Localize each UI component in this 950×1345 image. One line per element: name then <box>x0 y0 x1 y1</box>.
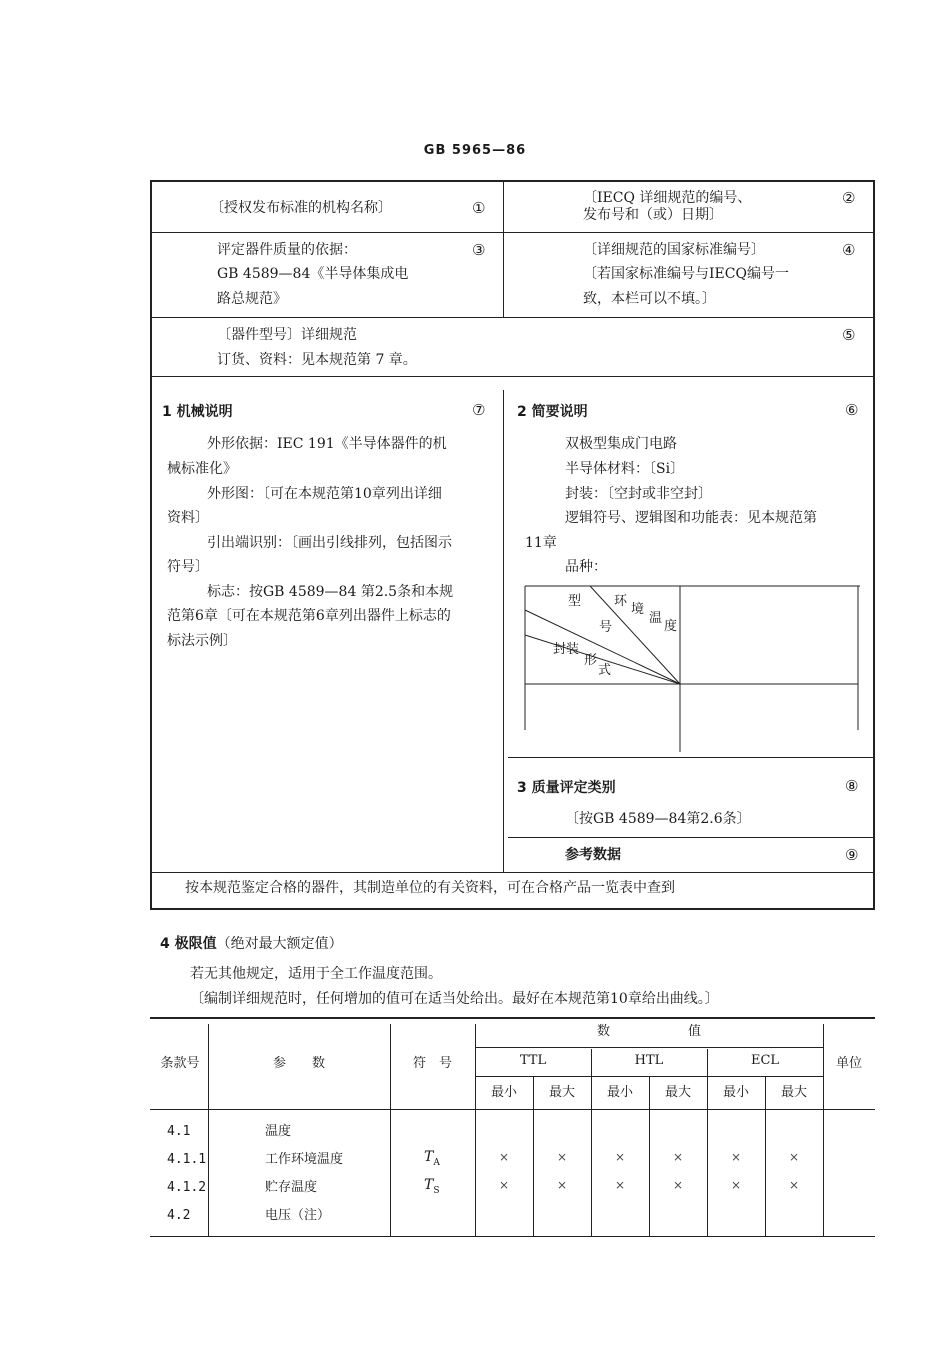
mark-5: ⑤ <box>842 326 856 344</box>
brief-title: 2 简要说明 <box>517 404 588 420</box>
mark-2: ② <box>842 189 856 207</box>
box-bottom-border <box>150 908 875 910</box>
box-top-vsplit <box>503 182 504 317</box>
brief-l4b: 11章 <box>525 535 557 551</box>
table-bottom-rule <box>150 1236 875 1237</box>
th-clause: 条款号 <box>160 1056 200 1071</box>
diag-type-1: 型 <box>568 594 582 609</box>
mark-ecl-max: × <box>788 1178 800 1192</box>
row-param: 电压（注） <box>265 1208 331 1223</box>
diag-pkg-1: 封装 <box>553 642 580 657</box>
table-vline-5 <box>591 1049 592 1236</box>
row-clause: 4.2 <box>167 1208 191 1223</box>
device-spec-line2: 订货、资料：见本规范第 7 章。 <box>217 352 417 368</box>
quality-basis-line3: 路总规范》 <box>217 291 287 307</box>
mech-p3b: 符号〕 <box>167 559 209 575</box>
mark-htl-min: × <box>614 1150 626 1164</box>
mark-3: ③ <box>472 241 486 259</box>
th-htl: HTL <box>634 1053 664 1068</box>
issuing-authority-text: 〔授权发布标准的机构名称〕 <box>210 200 392 216</box>
footer-rule <box>152 872 873 873</box>
row-param: 贮存温度 <box>265 1180 318 1195</box>
th-htl-min: 最小 <box>606 1085 633 1100</box>
mark-6: ⑥ <box>845 401 859 419</box>
mark-ecl-min: × <box>730 1150 742 1164</box>
diag-env-3: 温 <box>649 611 663 626</box>
quality-basis-line1: 评定器件质量的依据： <box>217 242 357 258</box>
box-right-border <box>873 180 875 910</box>
brief-l1: 双极型集成门电路 <box>565 436 677 452</box>
th-htl-max: 最大 <box>664 1085 691 1100</box>
limits-p2: 〔编制详细规范时，任何增加的值可在适当处给出。最好在本规范第10章给出曲线。〕 <box>190 991 719 1007</box>
row-param: 温度 <box>265 1124 292 1139</box>
national-number-line3: 致，本栏可以不填。〕 <box>583 291 716 307</box>
diag-env-2: 境 <box>631 602 645 617</box>
diag-env-4: 度 <box>664 619 678 634</box>
th-symbol: 符 号 <box>412 1056 452 1071</box>
limits-p1: 若无其他规定，适用于全工作温度范围。 <box>190 966 442 982</box>
qualified-products-note: 按本规范鉴定合格的器件，其制造单位的有关资料，可在合格产品一览表中查到 <box>185 880 675 896</box>
quality-basis-line2: GB 4589—84《半导体集成电 <box>217 266 409 282</box>
th-values: 数 值 <box>596 1024 701 1039</box>
symbol-letter: T <box>424 1177 434 1193</box>
th-ecl-min: 最小 <box>722 1085 749 1100</box>
standard-code: GB 5965—86 <box>423 143 527 158</box>
mech-p1a: 外形依据：IEC 191《半导体器件的机 <box>207 436 447 452</box>
symbol-letter: T <box>424 1149 434 1165</box>
quality-title: 3 质量评定类别 <box>517 780 616 796</box>
brief-l5: 品种： <box>565 559 607 575</box>
row-clause: 4.1.2 <box>167 1180 207 1195</box>
th-unit: 单位 <box>835 1056 862 1071</box>
box-left-border <box>150 180 152 910</box>
table-top-rule <box>150 1017 875 1019</box>
national-number-line1: 〔详细规范的国家标准编号〕 <box>583 242 765 258</box>
table-header-bottom-rule <box>150 1109 875 1110</box>
mech-p4a: 标志：按GB 4589—84 第2.5条和本规 <box>207 584 454 600</box>
mark-htl-max: × <box>672 1150 684 1164</box>
diag-env-1: 环 <box>614 594 628 609</box>
mech-p2b: 资料〕 <box>167 510 209 526</box>
th-ecl: ECL <box>750 1053 780 1068</box>
national-number-line2: 〔若国家标准编号与IECQ编号一 <box>583 266 789 282</box>
limits-title <box>160 934 343 954</box>
quality-rule <box>508 837 873 838</box>
mark-4: ④ <box>842 241 856 259</box>
iecq-number-line2: 发布号和（或）日期〕 <box>583 207 723 223</box>
mechanical-title: 1 机械说明 <box>162 404 233 420</box>
th-ttl-max: 最大 <box>548 1085 575 1100</box>
mark-htl-min: × <box>614 1178 626 1192</box>
limits-title-main: 4 极限值 <box>160 936 217 952</box>
diag-pkg-3: 式 <box>598 663 612 678</box>
values-header-rule <box>475 1047 823 1048</box>
mark-ttl-max: × <box>556 1150 568 1164</box>
mark-ttl-max: × <box>556 1178 568 1192</box>
iecq-number-line1: 〔IECQ 详细规范的编号、 <box>583 190 752 206</box>
row2-rule <box>152 317 873 318</box>
diag-pkg-2: 形 <box>584 653 598 668</box>
th-ecl-max: 最大 <box>780 1085 807 1100</box>
brief-l3: 封装：〔空封或非空封〕 <box>565 486 712 502</box>
mark-9: ⑨ <box>845 846 859 864</box>
table-vline-7 <box>707 1049 708 1236</box>
diag-type-2: 号 <box>599 620 613 635</box>
mark-ecl-max: × <box>788 1150 800 1164</box>
row-clause: 4.1 <box>167 1124 191 1139</box>
reference-data-label: 参考数据 <box>565 847 621 863</box>
mech-p3a: 引出端识别：〔画出引线排列，包括图示 <box>207 535 452 551</box>
box-mid-vsplit <box>503 390 504 872</box>
device-spec-line1: 〔器件型号〕详细规范 <box>217 327 357 343</box>
mark-1: ① <box>472 199 486 217</box>
th-ttl: TTL <box>519 1053 547 1068</box>
row-symbol <box>424 1175 440 1201</box>
brief-l2: 半导体材料：〔Si〕 <box>565 461 685 477</box>
row1-rule <box>152 232 873 233</box>
brief-l4a: 逻辑符号、逻辑图和功能表：见本规范第 <box>565 510 817 526</box>
th-param: 参 数 <box>272 1056 325 1071</box>
th-ttl-min: 最小 <box>490 1085 517 1100</box>
family-header-rule <box>475 1076 823 1077</box>
row3-rule <box>152 376 873 377</box>
mark-ttl-min: × <box>498 1178 510 1192</box>
mark-htl-max: × <box>672 1178 684 1192</box>
box-top-border <box>150 180 875 182</box>
row-symbol <box>424 1147 440 1173</box>
limits-title-note: （绝对最大额定值） <box>216 936 343 952</box>
mech-p4c: 标法示例〕 <box>167 633 237 649</box>
mark-ecl-min: × <box>730 1178 742 1192</box>
quality-text: 〔按GB 4589—84第2.6条〕 <box>565 811 751 827</box>
mark-7: ⑦ <box>472 401 486 419</box>
variety-end-rule <box>508 757 873 758</box>
mark-8: ⑧ <box>845 777 859 795</box>
row-clause: 4.1.1 <box>167 1152 207 1167</box>
row-param: 工作环境温度 <box>265 1152 344 1167</box>
symbol-subscript: S <box>433 1185 440 1196</box>
mech-p1b: 械标准化》 <box>167 461 237 477</box>
mech-p4b: 范第6章〔可在本规范第6章列出器件上标志的 <box>167 608 451 624</box>
symbol-subscript: A <box>433 1157 440 1168</box>
mark-ttl-min: × <box>498 1150 510 1164</box>
mech-p2a: 外形图：〔可在本规范第10章列出详细 <box>207 486 442 502</box>
